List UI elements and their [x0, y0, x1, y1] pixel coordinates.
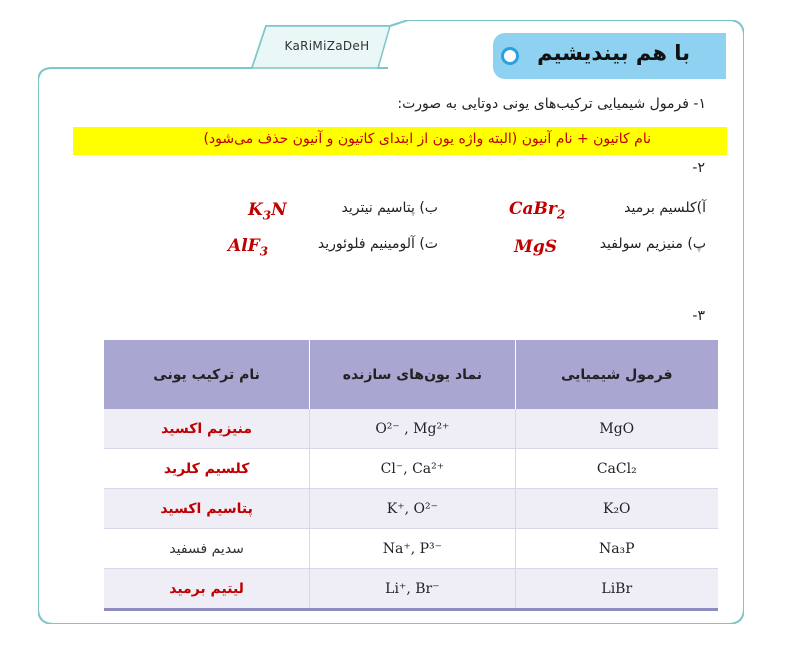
highlight-text: نام کاتیون + نام آنیون (البته واژه یون از ابتدای کاتیون و آنیون حذف می‌شود) [203, 131, 651, 147]
table-header-row [104, 340, 718, 409]
cell-ions: Li⁺, Br⁻ [310, 569, 515, 610]
cell-formula: LiBr [515, 569, 718, 610]
cell-ions: Na⁺, P³⁻ [310, 529, 515, 569]
question-1-text: ۱- فرمول شیمیایی ترکیب‌های یونی دوتایی به صورت: [397, 96, 706, 112]
header-formula: فرمول شیمیایی [515, 340, 718, 409]
cell-ions: Cl⁻, Ca²⁺ [310, 449, 515, 489]
cell-name: لیتیم برمید [104, 569, 310, 610]
question-1-highlight [73, 127, 727, 155]
section-title: با هم بیندیشیم [537, 41, 690, 65]
q2-label-a: آ)کلسیم برمید [624, 200, 706, 216]
table-row [104, 529, 718, 569]
cell-ions: O²⁻ , Mg²⁺ [310, 409, 515, 449]
cell-name: پتاسیم اکسید [104, 489, 310, 529]
question-3-number: ۳- [692, 308, 705, 324]
table-row [104, 489, 718, 529]
table-row [104, 449, 718, 489]
header-ions: نماد یون‌های سازنده [310, 340, 515, 409]
cell-formula: MgO [515, 409, 718, 449]
q2-label-c: پ) منیزیم سولفید [599, 236, 706, 252]
q2-formula-b: $K_3N$ [248, 200, 287, 223]
q2-label-b: ب) پتاسیم نیترید [341, 200, 438, 216]
cell-formula: K₂O [515, 489, 718, 529]
q2-formula-a: CaBr$_2$ [509, 199, 566, 222]
cell-name: کلسیم کلرید [104, 449, 310, 489]
table-row [104, 409, 718, 449]
question-2-number: ۲- [692, 160, 705, 176]
cell-formula: Na₃P [515, 529, 718, 569]
q2-label-d: ت) آلومینیم فلوئورید [317, 236, 438, 252]
cell-name: سدیم فسفید [104, 529, 310, 569]
q2-formula-d: AlF$_3$ [228, 236, 269, 259]
q2-formula-c: MgS [514, 237, 557, 257]
ionic-compounds-table [104, 340, 718, 611]
cell-formula: CaCl₂ [515, 449, 718, 489]
section-header [493, 33, 726, 79]
cell-name: منیزیم اکسید [104, 409, 310, 449]
circle-icon [501, 47, 519, 65]
author-tag: KaRiMiZaDeH [284, 39, 370, 53]
table-row [104, 569, 718, 610]
header-name: نام ترکیب یونی [104, 340, 310, 409]
cell-ions: K⁺, O²⁻ [310, 489, 515, 529]
